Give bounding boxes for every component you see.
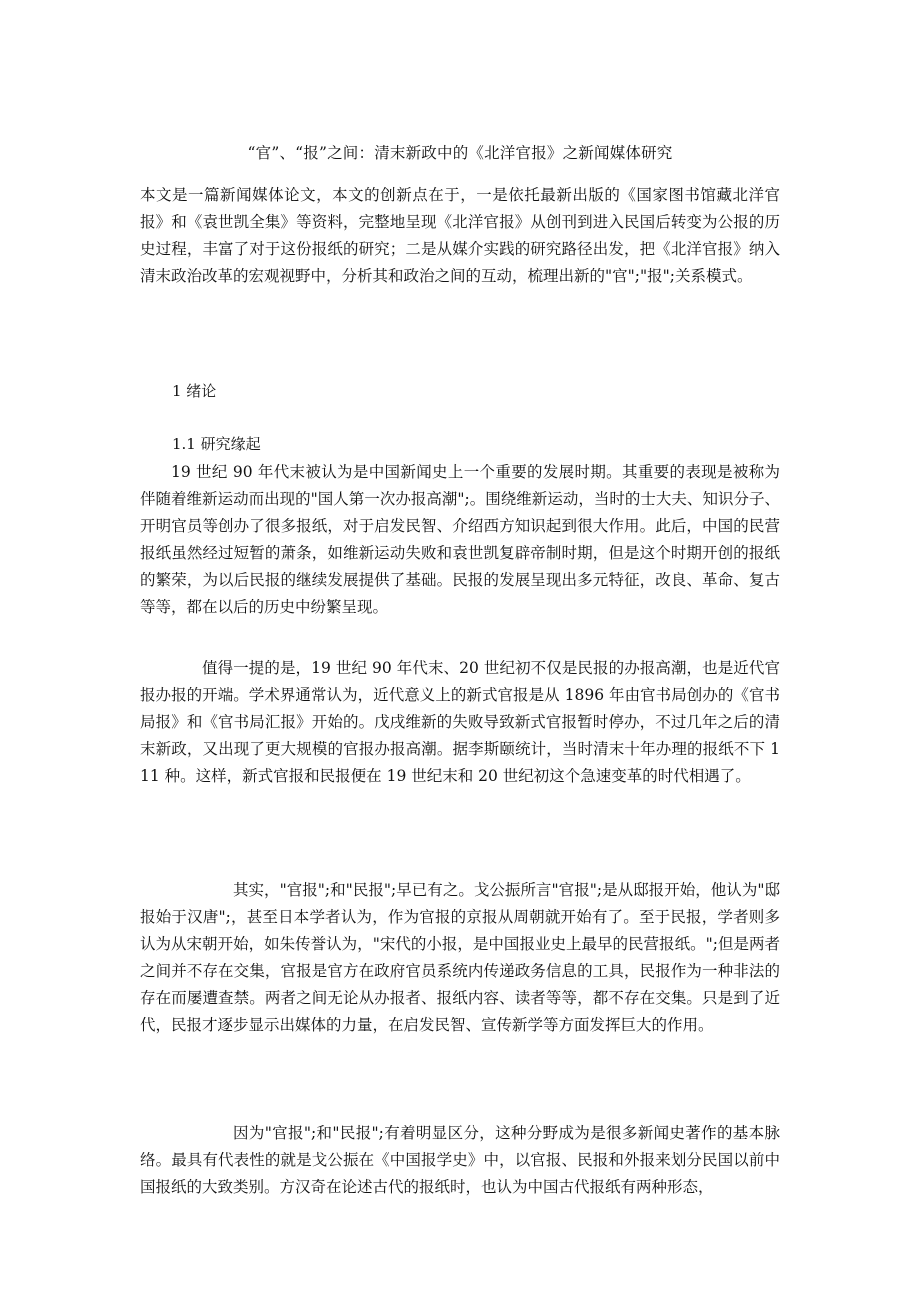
body-paragraph-block	[140, 655, 780, 790]
body-paragraph-4: 因为"官报";和"民报";有着明显区分，这种分野成为是很多新闻史著作的基本脉络。最具有代表性的就是戈公振在《中国报学史》中，以官报、民报和外报来划分民国以前中国报纸的大致类别。方汉奇在论述古代的报纸时，也认为中国古代报纸有两种形态，	[140, 1124, 780, 1196]
body-paragraph-block	[140, 459, 780, 621]
body-paragraph-block	[140, 1120, 780, 1201]
section-heading-introduction: 1 绪论	[172, 382, 217, 400]
subsection-heading-research-origin: 1.1 研究缘起	[172, 435, 261, 453]
abstract-block	[140, 182, 780, 290]
body-paragraph-block	[140, 877, 780, 1039]
body-paragraph-3: 其实，"官报";和"民报";早已有之。戈公振所言"官报";是从邸报开始，他认为"邸报始于汉唐";，甚至日本学者认为，作为官报的京报从周朝就开始有了。至于民报，学者则多认为从宋朝开始，如朱传誉认为，"宋代的小报，是中国报业史上最早的民营报纸。";但是两者之间并不存在交集，官报是官方在政府官员系统内传递政务信息的工具，民报作为一种非法的存在而屡遭查禁。两者之间无论从办报者、报纸内容、读者等等，都不存在交集。只是到了近代，民报才逐步显示出媒体的力量，在启发民智、宣传新学等方面发挥巨大的作用。	[140, 881, 780, 1034]
document-title: “官”、“报”之间：清末新政中的《北洋官报》之新闻媒体研究	[247, 144, 673, 162]
abstract-paragraph: 本文是一篇新闻媒体论文，本文的创新点在于，一是依托最新出版的《国家图书馆藏北洋官报》和《袁世凯全集》等资料，完整地呈现《北洋官报》从创刊到进入民国后转变为公报的历史过程，丰富了对于这份报纸的研究；二是从媒介实践的研究路径出发，把《北洋官报》纳入清末政治改革的宏观视野中，分析其和政治之间的互动，梳理出新的"官";"报";关系模式。	[140, 186, 780, 285]
body-paragraph-1: 19 世纪 90 年代末被认为是中国新闻史上一个重要的发展时期。其重要的表现是被称为伴随着维新运动而出现的"国人第一次办报高潮";。围绕维新运动，当时的士大夫、知识分子、开明官员等创办了很多报纸，对于启发民智、介绍西方知识起到很大作用。此后，中国的民营报纸虽然经过短暂的萧条，如维新运动失败和袁世凯复辟帝制时期，但是这个时期开创的报纸的繁荣，为以后民报的继续发展提供了基础。民报的发展呈现出多元特征，改良、革命、复古等等，都在以后的历史中纷繁呈现。	[140, 463, 780, 616]
body-paragraph-2: 值得一提的是，19 世纪 90 年代末、20 世纪初不仅是民报的办报高潮，也是近代官报办报的开端。学术界通常认为，近代意义上的新式官报是从 1896 年由官书局创办的《官书局报》和《官书局汇报》开始的。戊戌维新的失败导致新式官报暂时停办，不过几年之后的清末新政，又出现了更大规模的官报办报高潮。据李斯颐统计，当时清末十年办理的报纸不下 111 种。这样，新式官报和民报便在 19 世纪末和 20 世纪初这个急速变革的时代相遇了。	[140, 659, 780, 785]
